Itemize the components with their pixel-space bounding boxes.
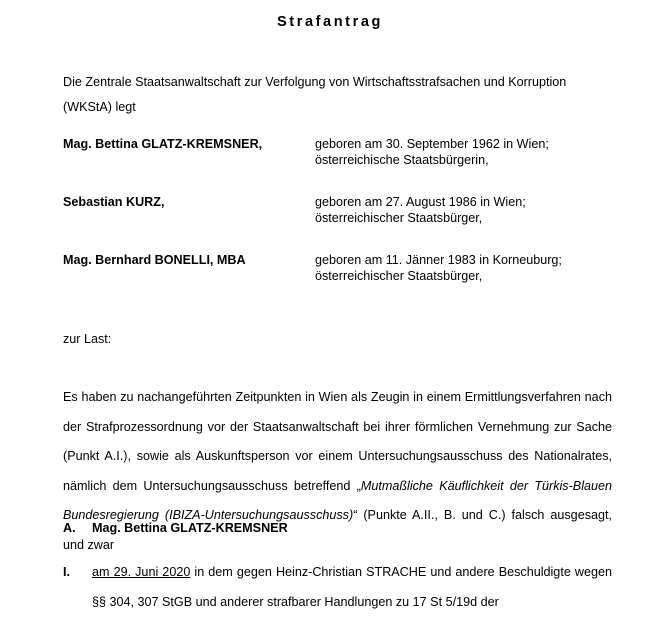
item-text-part3: der	[477, 594, 499, 609]
item-text-part1: in dem gegen Heinz-Christian STRACHE und andere Beschuldigte wegen	[190, 565, 612, 579]
item-body	[92, 558, 612, 617]
accused-persons-list	[63, 136, 623, 310]
person-citizenship-line: österreichische Staatsbürgerin,	[315, 153, 489, 167]
intro-paragraph: Die Zentrale Staatsanwaltschaft zur Verfolgung von Wirtschaftsstrafsachen und Korruption (WKStA) legt	[63, 75, 567, 114]
person-name: Mag. Bernhard BONELLI, MBA	[63, 253, 246, 267]
person-details	[315, 252, 562, 284]
charge-text-part1: Es haben zu nachangeführten Zeitpunkten in Wien als Zeugin in einem Ermittlungsverfahren nach der Strafprozessordnung vor der Staatsanwaltschaft bei ihrer förmlichen Vernehmung zur Sache (Punkt A.I.), sowie als Auskunftsperson vor einem Untersuchungsausschuss des Nationalrates, nämlich dem Untersuchungsausschuss betreffend „	[63, 390, 612, 493]
person-citizenship-line: österreichischer Staatsbürger,	[315, 211, 483, 225]
person-name: Mag. Bettina GLATZ-KREMSNER,	[63, 137, 263, 151]
person-birth-line: geboren am 27. August 1986 in Wien;	[315, 195, 526, 209]
person-entry	[63, 252, 623, 310]
case-number: 17 St 5/19d	[412, 594, 478, 609]
person-name: Sebastian KURZ,	[63, 195, 165, 209]
person-details	[315, 194, 526, 226]
charge-text-part2: “ (Punkte A.II., B. und C.) falsch ausgesagt, und zwar	[63, 508, 612, 552]
charge-lead-in: zur Last:	[63, 332, 112, 346]
section-marker: A.	[63, 521, 76, 535]
committee-name-italic: Mutmaßliche Käuflichkeit der Türkis-Blauen Bundesregierung (IBIZA-Untersuchungsausschuss)	[63, 478, 613, 522]
item-marker: I.	[63, 565, 70, 579]
underlined-date: am 29. Juni 2020	[92, 565, 191, 579]
person-details	[315, 136, 549, 168]
item-text-part2: und anderer strafbarer Handlungen zu	[192, 594, 413, 609]
statute-reference: §§ 304, 307 StGB	[92, 594, 193, 609]
person-birth-line: geboren am 11. Jänner 1983 in Korneuburg;	[315, 253, 562, 267]
person-citizenship-line: österreichischer Staatsbürger,	[315, 269, 483, 283]
section-heading-label: Mag. Bettina GLATZ-KREMSNER	[92, 521, 288, 535]
person-entry	[63, 194, 623, 252]
person-entry	[63, 136, 623, 194]
document-title: Strafantrag	[277, 14, 383, 30]
numbered-item-i	[63, 558, 612, 617]
person-birth-line: geboren am 30. September 1962 in Wien;	[315, 137, 549, 151]
section-heading-a	[63, 519, 612, 537]
